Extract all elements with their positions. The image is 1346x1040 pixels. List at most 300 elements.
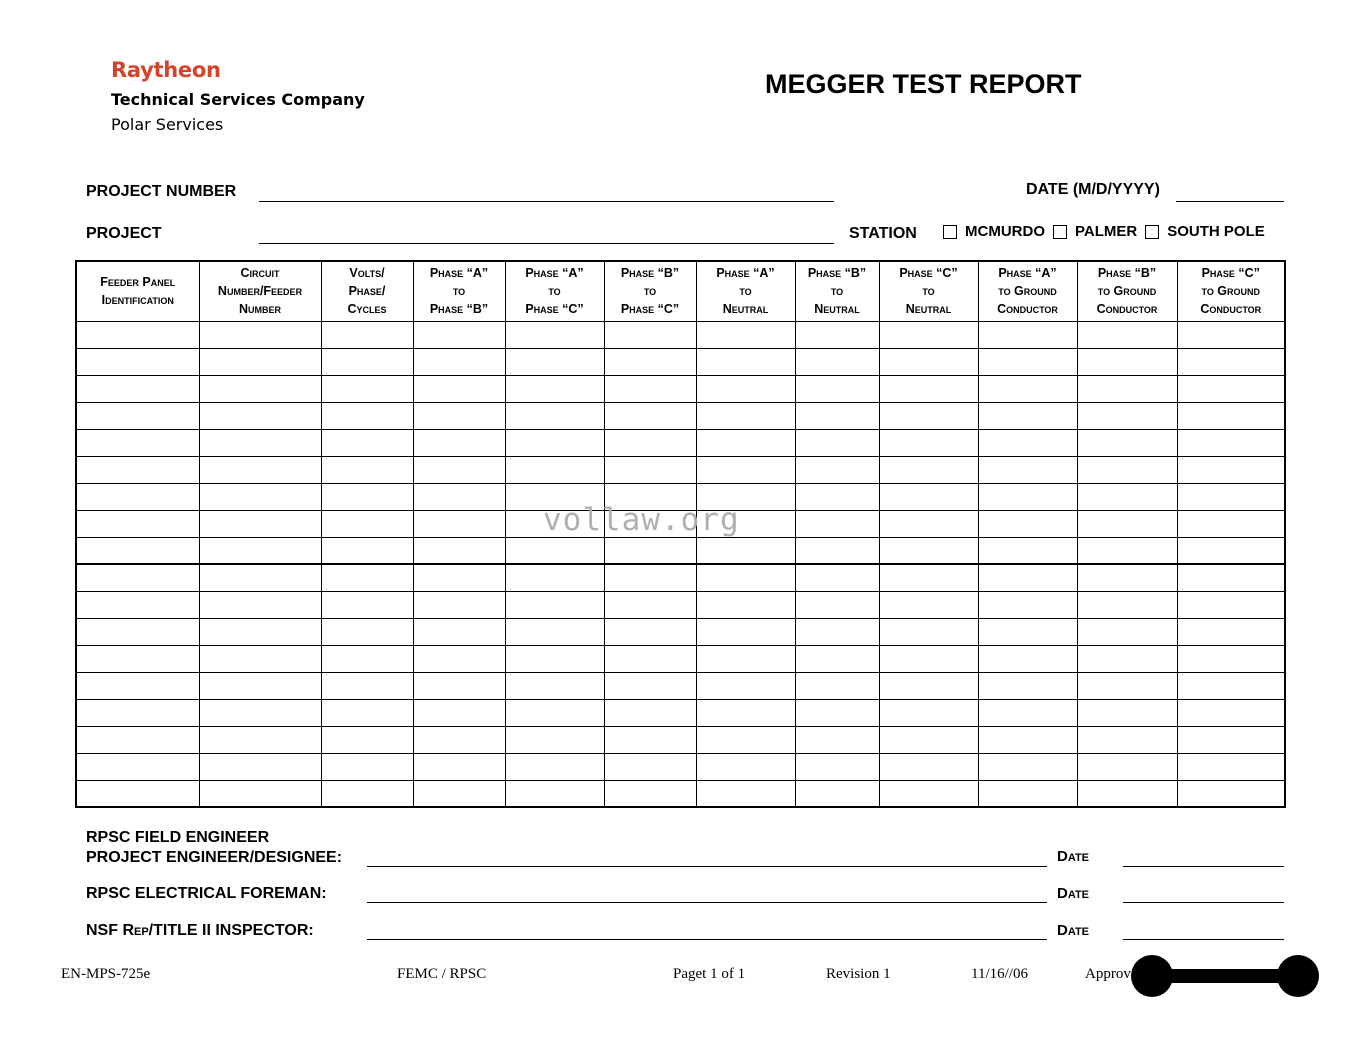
table-cell[interactable]: [76, 402, 199, 429]
engineer-label-line2: PROJECT ENGINEER/DESIGNEE:: [86, 849, 343, 866]
table-cell[interactable]: [978, 348, 1077, 375]
table-cell[interactable]: [795, 429, 879, 456]
footer-approved: Approv: [1085, 966, 1131, 982]
table-cell[interactable]: [604, 591, 696, 618]
table-cell[interactable]: [604, 699, 696, 726]
table-cell[interactable]: [321, 726, 413, 753]
table-cell[interactable]: [199, 429, 321, 456]
table-cell[interactable]: [199, 591, 321, 618]
table-cell[interactable]: [978, 591, 1077, 618]
table-cell[interactable]: [505, 402, 604, 429]
table-cell[interactable]: [879, 645, 978, 672]
table-row: [76, 753, 1285, 780]
table-cell[interactable]: [505, 348, 604, 375]
table-cell[interactable]: [795, 672, 879, 699]
table-cell[interactable]: [413, 510, 505, 537]
table-cell[interactable]: [879, 429, 978, 456]
column-header-line: Volts/: [349, 266, 385, 281]
table-cell[interactable]: [1177, 402, 1285, 429]
table-cell[interactable]: [604, 753, 696, 780]
table-cell[interactable]: [413, 348, 505, 375]
table-row: [76, 780, 1285, 807]
table-cell[interactable]: [795, 510, 879, 537]
table-cell[interactable]: [76, 321, 199, 348]
table-cell[interactable]: [505, 537, 604, 564]
table-cell[interactable]: [1077, 456, 1177, 483]
table-cell[interactable]: [76, 375, 199, 402]
table-cell[interactable]: [76, 753, 199, 780]
table-cell[interactable]: [978, 726, 1077, 753]
engineer-date-label: Date: [1057, 848, 1090, 865]
footer-revision: Revision 1: [826, 966, 891, 982]
column-header-line: Phase “B”: [807, 266, 867, 281]
station-option-label: MCMURDO: [965, 223, 1045, 240]
table-cell[interactable]: [413, 456, 505, 483]
table-cell[interactable]: [604, 564, 696, 591]
table-row: [76, 564, 1285, 591]
table-cell[interactable]: [199, 618, 321, 645]
table-cell[interactable]: [76, 564, 199, 591]
date-field[interactable]: [1176, 201, 1284, 202]
table-cell[interactable]: [795, 564, 879, 591]
table-cell[interactable]: [321, 699, 413, 726]
table-cell[interactable]: [321, 780, 413, 807]
table-cell[interactable]: [879, 699, 978, 726]
table-cell[interactable]: [1077, 591, 1177, 618]
table-cell[interactable]: [795, 591, 879, 618]
engineer-date-line[interactable]: [1123, 866, 1284, 867]
table-cell[interactable]: [321, 402, 413, 429]
table-cell[interactable]: [696, 456, 795, 483]
table-cell[interactable]: [1177, 726, 1285, 753]
column-header-line: to: [739, 284, 752, 299]
table-cell[interactable]: [413, 699, 505, 726]
table-cell[interactable]: [978, 645, 1077, 672]
table-cell[interactable]: [505, 429, 604, 456]
table-cell[interactable]: [1177, 429, 1285, 456]
station-label: STATION: [849, 225, 917, 242]
engineer-label-line1: RPSC FIELD ENGINEER: [86, 829, 270, 846]
table-cell[interactable]: [879, 510, 978, 537]
table-cell[interactable]: [321, 429, 413, 456]
table-cell[interactable]: [978, 780, 1077, 807]
project-number-label: PROJECT NUMBER: [86, 183, 237, 200]
table-cell[interactable]: [604, 672, 696, 699]
table-cell[interactable]: [1177, 510, 1285, 537]
table-cell[interactable]: [505, 699, 604, 726]
table-cell[interactable]: [604, 726, 696, 753]
table-cell[interactable]: [1177, 645, 1285, 672]
column-header-line: Phase “C”: [899, 266, 958, 281]
table-cell[interactable]: [1077, 483, 1177, 510]
table-cell[interactable]: [1177, 672, 1285, 699]
column-header: [879, 261, 978, 321]
table-cell[interactable]: [696, 537, 795, 564]
foreman-signature-line[interactable]: [367, 902, 1047, 903]
table-cell[interactable]: [604, 537, 696, 564]
table-cell[interactable]: [879, 726, 978, 753]
column-header-line: Number/Feeder: [217, 284, 303, 299]
column-header-line: Identification: [101, 293, 174, 308]
station-option-palmer[interactable]: [1053, 223, 1137, 240]
table-cell[interactable]: [1177, 321, 1285, 348]
table-cell[interactable]: [505, 753, 604, 780]
table-cell[interactable]: [978, 564, 1077, 591]
engineer-label: [86, 828, 342, 868]
table-cell[interactable]: [1077, 348, 1177, 375]
column-header: [1077, 261, 1177, 321]
column-header-line: Phase “B”: [620, 266, 680, 281]
table-cell[interactable]: [795, 348, 879, 375]
table-cell[interactable]: [321, 537, 413, 564]
table-cell[interactable]: [795, 375, 879, 402]
table-cell[interactable]: [1077, 321, 1177, 348]
table-cell[interactable]: [1177, 780, 1285, 807]
table-cell[interactable]: [76, 537, 199, 564]
table-cell[interactable]: [795, 402, 879, 429]
table-cell[interactable]: [795, 726, 879, 753]
foreman-date-line[interactable]: [1123, 902, 1284, 903]
column-header-line: Neutral: [814, 302, 860, 317]
table-cell[interactable]: [879, 348, 978, 375]
table-cell[interactable]: [199, 726, 321, 753]
table-cell[interactable]: [1177, 564, 1285, 591]
column-header-line: to Ground: [998, 284, 1057, 299]
table-cell[interactable]: [1177, 699, 1285, 726]
table-cell[interactable]: [879, 591, 978, 618]
column-header-line: Phase “C”: [1201, 266, 1260, 281]
table-cell[interactable]: [795, 321, 879, 348]
project-number-field[interactable]: [259, 201, 834, 202]
column-header-line: Phase “A”: [998, 266, 1057, 281]
table-cell[interactable]: [413, 672, 505, 699]
column-header-line: Phase “C”: [620, 302, 680, 317]
table-cell[interactable]: [696, 321, 795, 348]
table-cell[interactable]: [321, 375, 413, 402]
table-cell[interactable]: [978, 483, 1077, 510]
table-cell[interactable]: [199, 483, 321, 510]
table-cell[interactable]: [199, 537, 321, 564]
table-cell[interactable]: [696, 564, 795, 591]
table-cell[interactable]: [76, 672, 199, 699]
table-cell[interactable]: [879, 618, 978, 645]
table-cell[interactable]: [1077, 618, 1177, 645]
table-cell[interactable]: [199, 672, 321, 699]
station-option-mcmurdo[interactable]: [943, 223, 1045, 240]
table-cell[interactable]: [795, 699, 879, 726]
table-cell[interactable]: [321, 456, 413, 483]
table-cell[interactable]: [199, 780, 321, 807]
watermark: vollaw.org: [543, 502, 740, 538]
table-row: [76, 672, 1285, 699]
table-row: [76, 321, 1285, 348]
table-cell[interactable]: [879, 402, 978, 429]
column-header-line: to: [830, 284, 844, 299]
table-cell[interactable]: [199, 699, 321, 726]
table-cell[interactable]: [76, 699, 199, 726]
table-row: [76, 537, 1285, 564]
table-cell[interactable]: [978, 321, 1077, 348]
table-cell[interactable]: [795, 753, 879, 780]
table-cell[interactable]: [321, 483, 413, 510]
table-cell[interactable]: [696, 348, 795, 375]
checkbox-mcmurdo[interactable]: [943, 225, 957, 239]
table-cell[interactable]: [1077, 672, 1177, 699]
table-body: [76, 321, 1285, 807]
checkbox-south-pole[interactable]: [1145, 225, 1159, 239]
table-cell[interactable]: [413, 564, 505, 591]
table-cell[interactable]: [978, 753, 1077, 780]
engineer-signature-line[interactable]: [367, 866, 1047, 867]
table-cell[interactable]: [879, 753, 978, 780]
table-cell[interactable]: [505, 564, 604, 591]
column-header-line: to Ground: [1097, 284, 1157, 299]
table-cell[interactable]: [795, 456, 879, 483]
column-header-line: Phase “C”: [525, 302, 584, 317]
table-cell[interactable]: [76, 591, 199, 618]
table-cell[interactable]: [505, 726, 604, 753]
table-cell[interactable]: [413, 753, 505, 780]
column-header-line: Conductor: [1096, 302, 1158, 317]
table-cell[interactable]: [321, 618, 413, 645]
table-cell[interactable]: [1177, 591, 1285, 618]
table-cell[interactable]: [321, 510, 413, 537]
table-cell[interactable]: [1177, 483, 1285, 510]
table-cell[interactable]: [696, 429, 795, 456]
table-cell[interactable]: [696, 618, 795, 645]
table-cell[interactable]: [413, 645, 505, 672]
table-row: [76, 348, 1285, 375]
table-cell[interactable]: [1077, 564, 1177, 591]
table-cell[interactable]: [1077, 510, 1177, 537]
table-cell[interactable]: [199, 645, 321, 672]
table-cell[interactable]: [696, 591, 795, 618]
foreman-label: RPSC ELECTRICAL FOREMAN:: [86, 885, 327, 902]
column-header: [76, 261, 199, 321]
inspector-date-line[interactable]: [1123, 939, 1284, 940]
table-cell[interactable]: [1177, 375, 1285, 402]
table-cell[interactable]: [879, 456, 978, 483]
table-cell[interactable]: [978, 672, 1077, 699]
table-cell[interactable]: [978, 429, 1077, 456]
inspector-signature-line[interactable]: [367, 939, 1047, 940]
table-cell[interactable]: [879, 672, 978, 699]
column-header-line: Phase “A”: [525, 266, 584, 281]
table-cell[interactable]: [321, 348, 413, 375]
table-cell[interactable]: [1077, 780, 1177, 807]
table-cell[interactable]: [76, 483, 199, 510]
table-cell[interactable]: [696, 375, 795, 402]
table-cell[interactable]: [505, 780, 604, 807]
table-cell[interactable]: [696, 672, 795, 699]
table-cell[interactable]: [604, 645, 696, 672]
table-cell[interactable]: [1177, 618, 1285, 645]
table-cell[interactable]: [505, 672, 604, 699]
table-cell[interactable]: [505, 375, 604, 402]
table-cell[interactable]: [505, 645, 604, 672]
table-cell[interactable]: [413, 429, 505, 456]
footer-form-number: EN-MPS-725e: [61, 966, 151, 982]
foreman-date-label: Date: [1057, 885, 1090, 902]
station-option-south-pole[interactable]: [1145, 223, 1265, 240]
table-cell[interactable]: [604, 456, 696, 483]
table-row: [76, 618, 1285, 645]
table-cell[interactable]: [696, 780, 795, 807]
table-row: [76, 726, 1285, 753]
column-header: [321, 261, 413, 321]
table-header-row: [76, 261, 1285, 321]
table-cell[interactable]: [413, 618, 505, 645]
table-cell[interactable]: [696, 726, 795, 753]
station-option-label: SOUTH POLE: [1167, 223, 1265, 240]
table-cell[interactable]: [978, 456, 1077, 483]
table-cell[interactable]: [76, 618, 199, 645]
column-header-line: Phase “B”: [429, 302, 489, 317]
table-cell[interactable]: [978, 402, 1077, 429]
table-cell[interactable]: [76, 429, 199, 456]
table-cell[interactable]: [978, 618, 1077, 645]
division-name: Polar Services: [111, 115, 224, 134]
table-cell[interactable]: [413, 402, 505, 429]
column-header-line: Neutral: [905, 302, 952, 317]
table-cell[interactable]: [321, 672, 413, 699]
table-cell[interactable]: [604, 780, 696, 807]
column-header-line: Phase/: [348, 284, 386, 299]
column-header: [795, 261, 879, 321]
table-cell[interactable]: [413, 591, 505, 618]
table-cell[interactable]: [795, 537, 879, 564]
column-header-line: Phase “B”: [1097, 266, 1157, 281]
column-header: [199, 261, 321, 321]
table-cell[interactable]: [1077, 645, 1177, 672]
table-cell[interactable]: [505, 618, 604, 645]
footer-date: 11/16//06: [971, 966, 1028, 982]
table-cell[interactable]: [604, 348, 696, 375]
table-cell[interactable]: [413, 483, 505, 510]
table-cell[interactable]: [199, 456, 321, 483]
table-cell[interactable]: [1077, 699, 1177, 726]
footer-page: Paget 1 of 1: [673, 966, 746, 982]
table-cell[interactable]: [413, 375, 505, 402]
table-cell[interactable]: [879, 483, 978, 510]
footer-org: FEMC / RPSC: [397, 966, 487, 982]
checkbox-palmer[interactable]: [1053, 225, 1067, 239]
station-options: [943, 223, 1273, 240]
table-cell[interactable]: [1077, 402, 1177, 429]
table-cell[interactable]: [321, 645, 413, 672]
table-cell[interactable]: [696, 753, 795, 780]
table-cell[interactable]: [413, 321, 505, 348]
column-header-line: to Ground: [1201, 284, 1261, 299]
table-cell[interactable]: [76, 645, 199, 672]
table-cell[interactable]: [604, 402, 696, 429]
inspector-date-label: Date: [1057, 922, 1090, 939]
table-cell[interactable]: [413, 780, 505, 807]
table-cell[interactable]: [1077, 753, 1177, 780]
table-cell[interactable]: [1177, 537, 1285, 564]
table-cell[interactable]: [321, 753, 413, 780]
table-cell[interactable]: [795, 780, 879, 807]
column-header-line: to: [922, 284, 935, 299]
table-row: [76, 375, 1285, 402]
table-cell[interactable]: [413, 537, 505, 564]
table-cell[interactable]: [978, 510, 1077, 537]
table-cell[interactable]: [795, 618, 879, 645]
table-cell[interactable]: [879, 537, 978, 564]
table-cell[interactable]: [604, 618, 696, 645]
table-cell[interactable]: [199, 753, 321, 780]
table-cell[interactable]: [1077, 537, 1177, 564]
table-cell[interactable]: [321, 564, 413, 591]
table-cell[interactable]: [978, 537, 1077, 564]
table-cell[interactable]: [1177, 348, 1285, 375]
table-cell[interactable]: [696, 402, 795, 429]
table-cell[interactable]: [696, 645, 795, 672]
table-cell[interactable]: [1177, 456, 1285, 483]
table-cell[interactable]: [604, 375, 696, 402]
column-header: [604, 261, 696, 321]
table-cell[interactable]: [76, 456, 199, 483]
table-cell[interactable]: [1077, 726, 1177, 753]
table-cell[interactable]: [199, 510, 321, 537]
table-cell[interactable]: [879, 375, 978, 402]
table-cell[interactable]: [321, 591, 413, 618]
table-cell[interactable]: [795, 483, 879, 510]
table-cell[interactable]: [321, 321, 413, 348]
table-cell[interactable]: [978, 375, 1077, 402]
table-cell[interactable]: [604, 429, 696, 456]
table-row: [76, 699, 1285, 726]
column-header: [413, 261, 505, 321]
table-cell[interactable]: [1177, 753, 1285, 780]
table-cell[interactable]: [199, 348, 321, 375]
table-cell[interactable]: [879, 564, 978, 591]
table-cell[interactable]: [76, 726, 199, 753]
table-cell[interactable]: [879, 780, 978, 807]
table-cell[interactable]: [199, 375, 321, 402]
table-cell[interactable]: [505, 591, 604, 618]
table-cell[interactable]: [76, 780, 199, 807]
table-row: [76, 591, 1285, 618]
project-field[interactable]: [259, 243, 834, 244]
table-cell[interactable]: [505, 456, 604, 483]
table-cell[interactable]: [199, 402, 321, 429]
column-header: [978, 261, 1077, 321]
table-cell[interactable]: [879, 321, 978, 348]
table-row: [76, 456, 1285, 483]
brand-name: Raytheon: [111, 58, 221, 82]
table-cell[interactable]: [76, 348, 199, 375]
column-header: [505, 261, 604, 321]
column-header-line: Cycles: [347, 302, 387, 317]
column-header-line: to: [548, 284, 561, 299]
table-cell[interactable]: [413, 726, 505, 753]
table-cell[interactable]: [1077, 375, 1177, 402]
table-cell[interactable]: [604, 321, 696, 348]
table-cell[interactable]: [696, 699, 795, 726]
table-cell[interactable]: [76, 510, 199, 537]
table-cell[interactable]: [199, 564, 321, 591]
table-cell[interactable]: [505, 321, 604, 348]
column-header-line: to: [643, 284, 657, 299]
table-cell[interactable]: [795, 645, 879, 672]
table-cell[interactable]: [1077, 429, 1177, 456]
column-header: [696, 261, 795, 321]
table-cell[interactable]: [199, 321, 321, 348]
table-cell[interactable]: [978, 699, 1077, 726]
column-header-line: Circuit: [240, 266, 280, 281]
column-header-line: Number: [238, 302, 282, 317]
